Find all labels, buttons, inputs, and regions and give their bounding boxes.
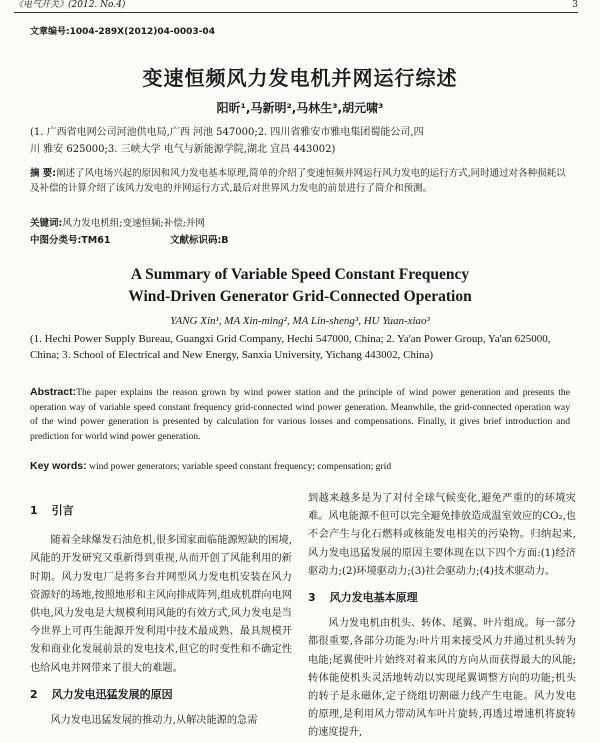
chinese-title: 变速恒频风力发电机并网运行综述 xyxy=(142,66,458,90)
section-number: 3 xyxy=(308,591,316,605)
chinese-affiliations xyxy=(30,124,570,158)
english-abstract-label: Abstract: xyxy=(30,386,77,398)
english-title-line: Wind-Driven Generator Grid-Connected Operation xyxy=(128,288,472,305)
document-code: 文献标识码:B xyxy=(170,235,229,246)
english-keywords xyxy=(30,460,570,472)
chinese-abstract xyxy=(30,166,570,196)
running-head xyxy=(14,0,578,13)
page-number: 3 xyxy=(572,0,578,10)
chinese-affiliation-line: 川 雅安 625000;3. 三峡大学 电气与新能源学院,湖北 宜昌 443002) xyxy=(30,144,336,155)
chinese-abstract-label: 摘 要: xyxy=(30,168,57,179)
english-title xyxy=(0,264,600,308)
chinese-keywords-text: 风力发电机组;变速恒频;补偿;并网 xyxy=(62,218,205,229)
article-number: 文章编号:1004-289X(2012)04-0003-04 xyxy=(30,27,215,37)
body-paragraph: 随着全球爆发石油危机,很多国家面临能源短缺的困境,风能的开发研究又重新得到重视,从而开创了风能利用的新时期。风力发电厂是将多台并网型风力发电机安装在风力资源好的场地,按照地形和主风向排成阵列,组成机群向电网供电,风力发电是大规模利用风能的有效方式,风力发电是当今世界上可再生能源开发利用中技术最成熟、最具规模开发和商业化发展前景的发电技术,但它的时变性和不确定性也给风电并网带来了很大的难题。 xyxy=(30,535,292,674)
section-heading xyxy=(30,686,292,704)
classification-line xyxy=(30,232,229,246)
chinese-abstract-text: 阐述了风电场兴起的原因和风力发电基本原理,简单的介绍了变速恒频并网运行风力发电的运行方式,同时通过对各种损耗以及补偿的计算介绍了该风力发电的并网运行方式,最后对世界风力发电的前景进行了简介和预测。 xyxy=(30,168,566,194)
english-abstract-text: The paper explains the reason grown by wind power station and the principle of wind power generation and presents the operation way of variable speed constant frequency grid-connected wind power generation. Meanwhile, the grid-connected operation way of the wind power generation is presented by calculation for various losses and compensations. Finally, it gives brief introduction and prediction for world wind power generation. xyxy=(30,387,570,442)
section-title: 引言 xyxy=(51,504,74,517)
section-number: 1 xyxy=(30,504,38,517)
left-column xyxy=(30,492,292,730)
chinese-keywords-label: 关键词: xyxy=(30,218,63,229)
journal-name: 《电气开关》(2012. No.4) xyxy=(14,0,126,10)
section-number: 2 xyxy=(30,687,38,701)
chinese-authors: 阳昕¹,马新明²,马林生³,胡元啸³ xyxy=(216,101,384,115)
section-title: 风力发电基本原理 xyxy=(329,591,418,605)
english-affiliations: (1. Hechi Power Supply Bureau, Guangxi Grid Company, Hechi 547000, China; 2. Ya'an Power Group, Ya'an 625000, China; 3. School of Electrical and New Energy, Sanxia University, Yichang 443002, China) xyxy=(30,333,551,361)
section-title: 风力发电迅猛发展的原因 xyxy=(51,687,173,701)
english-abstract xyxy=(30,385,570,444)
english-authors: YANG Xin¹, MA Xin-ming², MA Lin-sheng³, HU Yuan-xiao³ xyxy=(170,315,430,327)
right-column xyxy=(308,490,576,743)
chinese-keywords xyxy=(30,215,570,229)
section-heading xyxy=(308,589,576,607)
english-keywords-label: Key words: xyxy=(30,460,87,472)
section-heading xyxy=(30,502,292,520)
body-paragraph: 风力发电机由机头、转体、尾翼、叶片组成。每一部分都很重要,各部分功能为:叶片用来接受风力并通过机头转为电能;尾翼使叶片始终对着来风的方向从而获得最大的风能;转体能使机头灵活地转动以实现尾翼调整方向的功能;机头的转子是永磁体,定子绕组切割磁力线产生电能。风力发电的原理,是利用风力带动风车叶片旋转,再透过增速机将旋转的速度提升, xyxy=(308,618,576,739)
body-paragraph: 风力发电迅猛发展的推动力,从解决能源的急需 xyxy=(50,715,258,727)
classification-number: 中图分类号:TM61 xyxy=(30,235,111,246)
body-paragraph: 到越来越多是为了对付全球气候变化,避免严重的的环境灾难。风电能源不但可以完全避免排放造成温室效应的CO₂,也不会产生与化石燃料或核能发电相关的污染物。归纳起来,风力发电迅猛发展的原因主要体现在以下四个方面:(1)经济驱动力;(2)环境驱动力;(3)社会驱动力;(4)技术驱动力。 xyxy=(308,493,576,577)
english-keywords-text: wind power generators; variable speed constant frequency; compensation; grid xyxy=(89,461,392,472)
english-title-line: A Summary of Variable Speed Constant Frequency xyxy=(130,266,470,283)
chinese-affiliation-line: (1. 广西省电网公司河池供电局,广西 河池 547000;2. 四川省雅安市雅电集团蜀能公司,四 xyxy=(30,127,424,138)
